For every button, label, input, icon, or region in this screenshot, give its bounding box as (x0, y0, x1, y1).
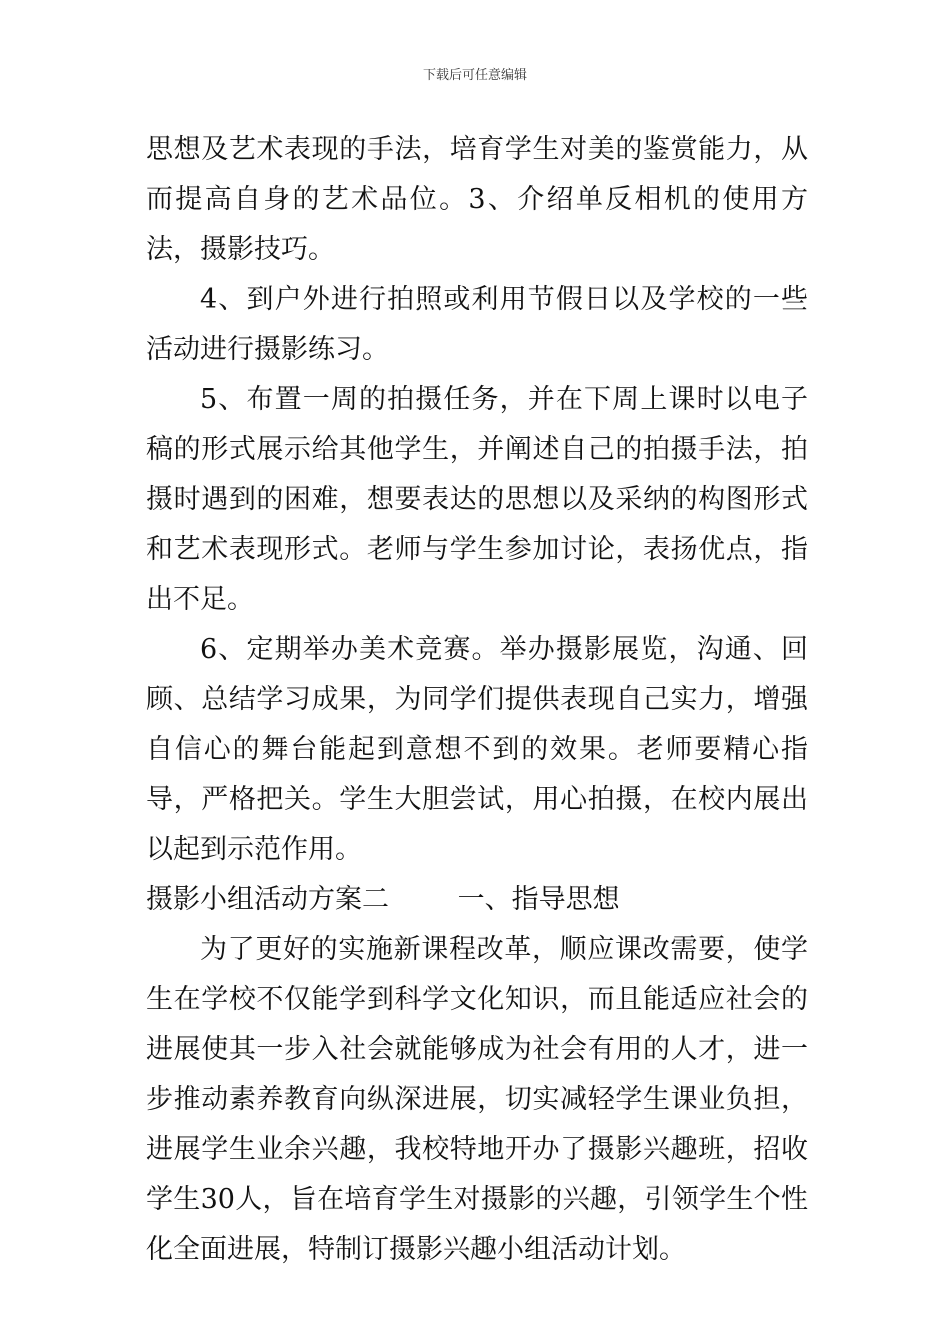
section-title: 摄影小组活动方案二 (146, 884, 389, 915)
section-heading (146, 875, 808, 925)
section-subtitle: 一、指导思想 (457, 884, 620, 915)
document-body (146, 125, 808, 1275)
paragraph-item-5: 5、布置一周的拍摄任务，并在下周上课时以电子稿的形式展示给其他学生，并阐述自己的拍摄手法，拍摄时遇到的困难，想要表达的思想以及采纳的构图形式和艺术表现形式。老师与学生参加讨论，表扬优点，指出不足。 (146, 384, 808, 615)
paragraph-item-4: 4、到户外进行拍照或利用节假日以及学校的一些活动进行摄影练习。 (146, 284, 808, 365)
paragraph-continuation: 思想及艺术表现的手法，培育学生对美的鉴赏能力，从而提高自身的艺术品位。3、介绍单反相机的使用方法，摄影技巧。 (146, 134, 808, 265)
paragraph-guiding-idea: 为了更好的实施新课程改革，顺应课改需要，使学生在学校不仅能学到科学文化知识，而且能适应社会的进展使其一步入社会就能够成为社会有用的人才，进一步推动素养教育向纵深进展，切实减轻学生课业负担，进展学生业余兴趣，我校特地开办了摄影兴趣班，招收学生30人，旨在培育学生对摄影的兴趣，引领学生个性化全面进展，特制订摄影兴趣小组活动计划。 (146, 934, 808, 1265)
paragraph-item-6: 6、定期举办美术竞赛。举办摄影展览，沟通、回顾、总结学习成果，为同学们提供表现自己实力，增强自信心的舞台能起到意想不到的效果。老师要精心指导，严格把关。学生大胆尝试，用心拍摄，在校内展出以起到示范作用。 (146, 634, 808, 865)
page-header: 下载后可任意编辑 (422, 68, 527, 83)
